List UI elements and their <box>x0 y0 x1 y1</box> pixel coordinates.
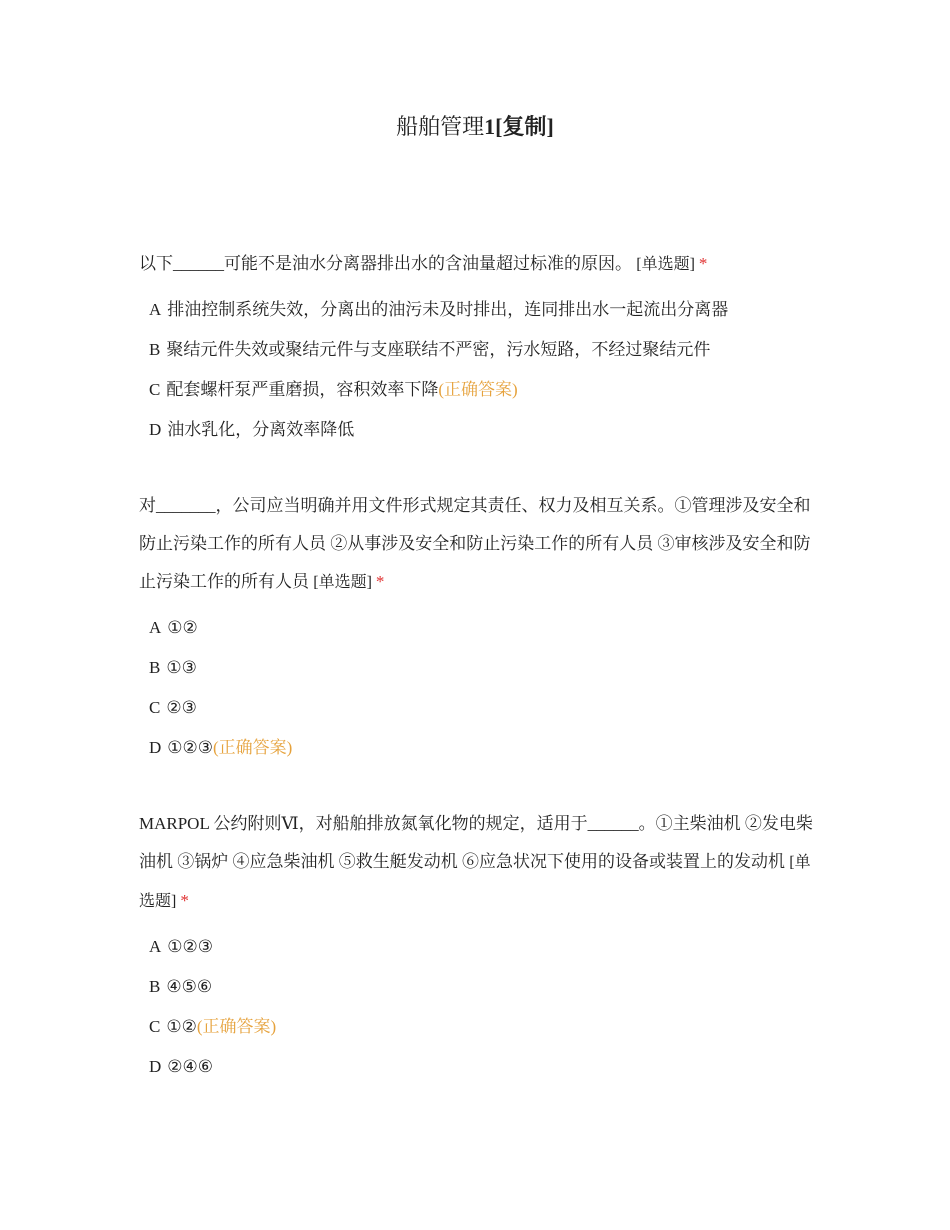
required-star: * <box>180 891 189 910</box>
option-letter: D <box>149 420 162 439</box>
option-letter: B <box>149 658 161 677</box>
title-main: 船舶管理 <box>396 114 485 139</box>
required-star: * <box>375 572 385 591</box>
question-stem: 以下______可能不是油水分离器排出水的含油量超过标准的原因。 <box>139 254 632 273</box>
option-letter: A <box>149 618 162 637</box>
question-text <box>139 805 819 921</box>
option-text: 配套螺杆泵严重磨损，容积效率下降 <box>166 380 439 399</box>
option-letter: B <box>149 977 161 996</box>
option-text: ①② <box>166 1017 197 1036</box>
question-stem: MARPOL 公约附则Ⅵ，对船舶排放氮氧化物的规定，适用于______。①主柴油机 ②发电柴油机 ③锅炉 ④应急柴油机 ⑤救生艇发动机 ⑥应急状况下使用的设备或装置上的发动机 <box>139 814 813 871</box>
option-list <box>139 608 819 768</box>
option-letter: C <box>149 1017 161 1036</box>
question-type-tag: [单选题] <box>139 854 811 910</box>
option-c[interactable] <box>139 1007 819 1047</box>
option-d[interactable] <box>139 728 819 768</box>
option-letter: D <box>149 1057 162 1076</box>
option-text: ①②③ <box>167 937 214 956</box>
option-text: ①②③ <box>167 738 214 757</box>
option-c[interactable] <box>139 688 819 728</box>
option-b[interactable] <box>139 967 819 1007</box>
question-2 <box>139 487 819 768</box>
option-a[interactable] <box>139 608 819 648</box>
question-type-tag: [单选题] <box>636 256 695 273</box>
option-text: ④⑤⑥ <box>166 977 213 996</box>
question-3 <box>139 805 819 1087</box>
option-text: 聚结元件失效或聚结元件与支座联结不严密，污水短路，不经过聚结元件 <box>166 340 711 359</box>
option-text: ②③ <box>166 698 197 717</box>
question-type-tag: [单选题] <box>313 574 372 591</box>
option-letter: C <box>149 380 161 399</box>
option-letter: D <box>149 738 162 757</box>
option-letter: B <box>149 340 161 359</box>
option-b[interactable] <box>139 648 819 688</box>
question-text <box>139 245 819 284</box>
option-letter: C <box>149 698 161 717</box>
question-1 <box>139 245 819 450</box>
option-d[interactable] <box>139 1047 819 1087</box>
page-title <box>0 112 950 142</box>
option-a[interactable] <box>139 927 819 967</box>
correct-answer-label: (正确答案) <box>196 1017 277 1036</box>
option-text: ①② <box>167 618 198 637</box>
option-c[interactable] <box>139 370 819 410</box>
option-a[interactable] <box>139 290 819 330</box>
correct-answer-label: (正确答案) <box>438 380 518 399</box>
option-text: ②④⑥ <box>167 1057 214 1076</box>
question-text <box>139 487 819 602</box>
option-text: ①③ <box>166 658 197 677</box>
option-letter: A <box>149 300 162 319</box>
required-star: * <box>698 254 708 273</box>
title-suffix: 1[复制] <box>484 114 554 139</box>
option-text: 排油控制系统失效，分离出的油污未及时排出，连同排出水一起流出分离器 <box>167 300 729 319</box>
option-d[interactable] <box>139 410 819 450</box>
option-list <box>139 290 819 450</box>
question-stem: 对_______，公司应当明确并用文件形式规定其责任、权力及相互关系。①管理涉及安全和防止污染工作的所有人员 ②从事涉及安全和防止污染工作的所有人员 ③审核涉及安全和防止污染工作的所有人员 <box>139 496 811 591</box>
option-b[interactable] <box>139 330 819 370</box>
option-letter: A <box>149 937 162 956</box>
option-text: 油水乳化，分离效率降低 <box>167 420 355 439</box>
option-list <box>139 927 819 1087</box>
correct-answer-label: (正确答案) <box>213 738 293 757</box>
